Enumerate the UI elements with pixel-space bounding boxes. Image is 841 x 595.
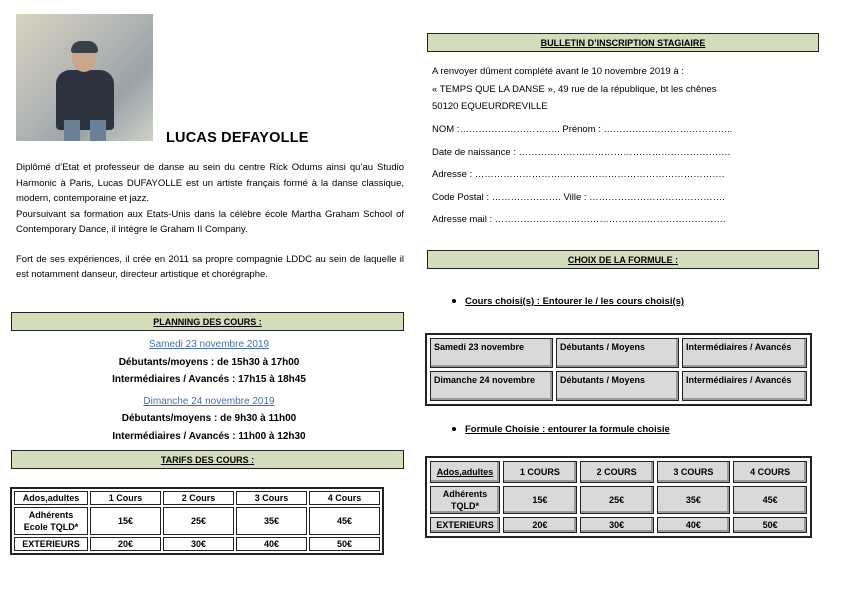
planning-section: [10, 336, 408, 445]
bullet-icon: [452, 299, 456, 303]
course-level-cell[interactable]: Débutants / Moyens: [556, 338, 679, 368]
table-row[interactable]: [430, 338, 807, 368]
code-postal-ville-field[interactable]: Code Postal : …………………. Ville : …………………………………….: [432, 192, 725, 203]
formule-header-cell: Ados,adultes: [430, 461, 500, 483]
planning-day-1: Samedi 23 novembre 2019: [148, 339, 270, 350]
tarifs-price: 25€: [163, 507, 234, 535]
formule-price[interactable]: 50€: [733, 517, 807, 533]
formule-table: [425, 456, 812, 538]
bulletin-instruction: A renvoyer dûment complété avant le 10 novembre 2019 à :: [432, 66, 684, 77]
tarifs-header: TARIFS DES COURS :: [11, 450, 404, 469]
table-row[interactable]: [430, 486, 807, 514]
date-naissance-field[interactable]: Date de naissance : ………………………………………………………….: [432, 147, 731, 158]
tarifs-row-label: EXTERIEURS: [14, 537, 88, 551]
bulletin-address-line: « TEMPS QUE LA DANSE », 49 rue de la république, bt les chênes: [432, 84, 717, 95]
table-row: [14, 491, 380, 505]
courses-table: [425, 333, 812, 406]
nom-prenom-field[interactable]: NOM :………………………….. Prénom : …………………………………..: [432, 124, 733, 135]
formule-price[interactable]: 30€: [580, 517, 654, 533]
formule-label: Formule Choisie : entourer la formule choisie: [465, 424, 670, 435]
planning-day-2: Dimanche 24 novembre 2019: [143, 395, 275, 407]
planning-day1-line2: Intermédiaires / Avancés : 17h15 à 18h45: [112, 374, 306, 385]
dancer-photo: [16, 14, 153, 141]
formule-price[interactable]: 15€: [503, 486, 577, 514]
tarifs-row-label: Adhérents Ecole TQLD*: [14, 507, 88, 535]
tarifs-price: 30€: [163, 537, 234, 551]
tarifs-price: 35€: [236, 507, 307, 535]
artist-bio: [16, 160, 404, 283]
adresse-field[interactable]: Adresse : …………………………………………………………………….: [432, 169, 725, 180]
tarifs-price: 45€: [309, 507, 380, 535]
tarifs-price: 20€: [90, 537, 161, 551]
tarifs-price: 40€: [236, 537, 307, 551]
table-row[interactable]: [430, 461, 807, 483]
formule-row-label: EXTERIEURS: [430, 517, 500, 533]
tarifs-header-cell: 4 Cours: [309, 491, 380, 505]
bio-paragraph-1: Diplômé d’Etat et professeur de danse au sein du centre Rick Odums ainsi qu’au Studio Harmonic à Paris, Lucas DUFAYOLLE est un artiste français formé à la danse classique, modern, contemporaine et jazz.: [16, 162, 404, 204]
planning-header: PLANNING DES COURS :: [11, 312, 404, 331]
tarifs-price: 50€: [309, 537, 380, 551]
formule-option[interactable]: 3 COURS: [657, 461, 731, 483]
tarifs-price: 15€: [90, 507, 161, 535]
planning-day1-line1: Débutants/moyens : de 15h30 à 17h00: [118, 356, 300, 368]
planning-day2-line1: Débutants/moyens : de 9h30 à 11h00: [121, 413, 297, 424]
formule-price[interactable]: 25€: [580, 486, 654, 514]
cours-label: Cours choisi(s) : Entourer le / les cours choisi(s): [465, 296, 685, 307]
tarifs-header-cell: 1 Cours: [90, 491, 161, 505]
tarifs-header-cell: Ados,adultes: [14, 491, 88, 505]
table-row: [14, 507, 380, 535]
tarifs-table: [10, 487, 384, 555]
formule-price[interactable]: 20€: [503, 517, 577, 533]
course-level-cell[interactable]: Débutants / Moyens: [556, 371, 679, 401]
tarifs-header-cell: 2 Cours: [163, 491, 234, 505]
formule-price[interactable]: 35€: [657, 486, 731, 514]
bulletin-city-line: 50120 EQUEURDREVILLE: [432, 101, 548, 112]
table-row: [14, 537, 380, 551]
cours-bullet: [452, 296, 684, 307]
formule-option[interactable]: 4 COURS: [733, 461, 807, 483]
formule-price[interactable]: 45€: [733, 486, 807, 514]
tarifs-header-cell: 3 Cours: [236, 491, 307, 505]
planning-day2-line2: Intermédiaires / Avancés : 11h00 à 12h30: [112, 430, 306, 442]
formule-bullet: [452, 424, 670, 435]
formule-row-label: Adhérents TQLD*: [430, 486, 500, 514]
formule-option[interactable]: 1 COURS: [503, 461, 577, 483]
formule-price[interactable]: 40€: [657, 517, 731, 533]
course-level-cell[interactable]: Intermédiaires / Avancés: [682, 338, 807, 368]
adresse-mail-field[interactable]: Adresse mail : ……………………………………………………………….: [432, 214, 726, 225]
bio-paragraph-3: Fort de ses expériences, il crée en 2011 sa propre compagnie LDDC au sein de laquelle il est notamment danseur, directeur artistique et chorégraphe.: [16, 253, 404, 280]
course-day-cell[interactable]: Dimanche 24 novembre: [430, 371, 553, 401]
bullet-icon: [452, 427, 456, 431]
table-row[interactable]: [430, 371, 807, 401]
artist-name: LUCAS DEFAYOLLE: [166, 130, 309, 146]
bulletin-header: BULLETIN D’INSCRIPTION STAGIAIRE: [427, 33, 819, 52]
course-level-cell[interactable]: Intermédiaires / Avancés: [682, 371, 807, 401]
bio-paragraph-2: Poursuivant sa formation aux Etats-Unis dans la célèbre école Martha Graham School of Contemporary Dance, il intègre le Graham II Company.: [16, 208, 404, 235]
formule-header: CHOIX DE LA FORMULE :: [427, 250, 819, 269]
table-row[interactable]: [430, 517, 807, 533]
formule-option[interactable]: 2 COURS: [580, 461, 654, 483]
course-day-cell[interactable]: Samedi 23 novembre: [430, 338, 553, 368]
